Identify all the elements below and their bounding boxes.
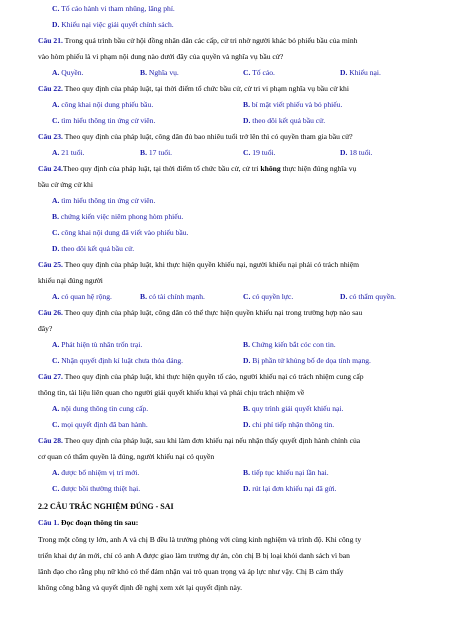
q21-option-b: B. Nghĩa vụ. [140, 68, 179, 77]
question-27: Câu 27. Theo quy định của pháp luật, khi thực hiện quyền tố cáo, người khiếu nại có trách nhiệm cung cấp [38, 372, 364, 381]
q23-option-d: D. 18 tuổi. [340, 148, 373, 157]
q25-option-a: A. có quan hệ rộng. [52, 292, 112, 301]
q21-option-a: A. Quyền. [52, 68, 84, 77]
q23-option-c: C. 19 tuổi. [243, 148, 276, 157]
q21-option-c: C. Tố cáo. [243, 68, 275, 77]
section-title: 2.2 CÂU TRẮC NGHIỆM ĐÚNG - SAI [38, 502, 174, 511]
q25-option-d: D. có thẩm quyền. [340, 292, 396, 301]
option-d: D. Khiếu nại việc giải quyết chính sách. [52, 20, 174, 29]
q24-option-a: A. tìm hiểu thông tin ứng cử viên. [52, 196, 156, 205]
question-23: Câu 23. Theo quy định của pháp luật, công dân đủ bao nhiêu tuổi trở lên thì có quyền tham gia bầu cử? [38, 132, 353, 141]
question-21-cont: vào hòm phiếu là vi phạm nội dung nào dưới đây của quyền và nghĩa vụ bầu cử? [38, 52, 284, 61]
q22-option-d: D. theo dõi kết quả bầu cử. [243, 116, 326, 125]
question-28: Câu 28. Theo quy định của pháp luật, sau khi làm đơn khiếu nại nếu nhận thấy quyết định hành chính của [38, 436, 361, 445]
q26-option-d: D. Bị phần tử khủng bố đe dọa tính mạng. [243, 356, 371, 365]
option-c: C. Tố cáo hành vi tham nhũng, lãng phí. [52, 4, 175, 13]
passage-line: lãnh đạo cho rằng phụ nữ khó có thể đảm nhận vai trò quan trọng và áp lực như vậy. Chị B cảm thấy [38, 567, 344, 576]
q22-option-a: A. công khai nội dung phiếu bầu. [52, 100, 154, 109]
passage-line: không công bằng và quyết định đề nghị xem xét lại quyết định này. [38, 583, 243, 592]
question-26-cont: đây? [38, 324, 53, 333]
q28-option-b: B. tiếp tục khiếu nại lần hai. [243, 468, 329, 477]
q24-option-b: B. chứng kiến việc niêm phong hòm phiếu. [52, 212, 184, 221]
question-24-cont: bầu cử ứng cử khi [38, 180, 93, 189]
q27-option-c: C. mọi quyết định đã ban hành. [52, 420, 148, 429]
q27-option-d: D. chi phí tiếp nhận thông tin. [243, 420, 335, 429]
q26-option-b: B. Chứng kiến bắt cóc con tin. [243, 340, 336, 349]
question-27-cont: thông tin, tài liệu liên quan cho người giải quyết khiếu khại và phải chịu trách nhiệm về [38, 388, 305, 397]
q28-option-c: C. được bồi thường thiệt hại. [52, 484, 141, 493]
q23-option-b: B. 17 tuổi. [140, 148, 173, 157]
q24-option-d: D. theo dõi kết quả bầu cử. [52, 244, 135, 253]
q28-option-d: D. rút lại đơn khiếu nại đã gửi. [243, 484, 337, 493]
question-28-cont: cơ quan có thẩm quyền là đúng, người khiếu nại có quyền [38, 452, 215, 461]
question-25: Câu 25. Theo quy định của pháp luật, khi thực hiện quyền khiếu nại, người khiếu nại phải có trách nhiệm [38, 260, 360, 269]
question-22: Câu 22. Theo quy định của pháp luật, tại thời điểm tổ chức bầu cử, cử tri vi phạm nghĩa vụ bầu cử khi [38, 84, 349, 93]
passage-line: triển khai dự án mới, chỉ có anh A được giao làm trưởng dự án, còn chị B bị loại khỏi danh sách vì ban [38, 551, 350, 560]
q23-option-a: A. 21 tuổi. [52, 148, 85, 157]
q21-option-d: D. Khiếu nại. [340, 68, 381, 77]
question-25-cont: khiếu nại đúng người [38, 276, 103, 285]
question-21: Câu 21. Trong quá trình bầu cử hội đồng nhân dân các cấp, cử tri nhờ người khác bỏ phiếu bầu của mình [38, 36, 358, 45]
q26-option-a: A. Phát hiện tù nhân trốn trại. [52, 340, 143, 349]
passage-question-1: Câu 1. Đọc đoạn thông tin sau: [38, 518, 139, 527]
q28-option-a: A. được bổ nhiệm vị trí mới. [52, 468, 140, 477]
q24-option-c: C. công khai nội dung đã viết vào phiếu bầu. [52, 228, 189, 237]
passage-line: Trong một công ty lớn, anh A và chị B đều là trưởng phòng với cùng kinh nghiệm và trình độ. Khi công ty [38, 535, 362, 544]
question-24: Câu 24.Theo quy định của pháp luật, tại thời điểm tổ chức bầu cử, cử tri không thực hiện đúng nghĩa vụ [38, 164, 357, 173]
q26-option-c: C. Nhận quyết định kỉ luật chưa thỏa đáng. [52, 356, 184, 365]
q27-option-a: A. nội dung thông tin cung cấp. [52, 404, 149, 413]
q25-option-b: B. có tài chính mạnh. [140, 292, 205, 301]
q27-option-b: B. quy trình giải quyết khiếu nại. [243, 404, 344, 413]
q22-option-b: B. bí mật viết phiếu và bỏ phiếu. [243, 100, 343, 109]
question-26: Câu 26. Theo quy định của pháp luật, công dân có thể thực hiện quyền khiếu nại trong trường hợp nào sau [38, 308, 363, 317]
q25-option-c: C. có quyền lực. [243, 292, 294, 301]
q22-option-c: C. tìm hiểu thông tin ứng cử viên. [52, 116, 156, 125]
